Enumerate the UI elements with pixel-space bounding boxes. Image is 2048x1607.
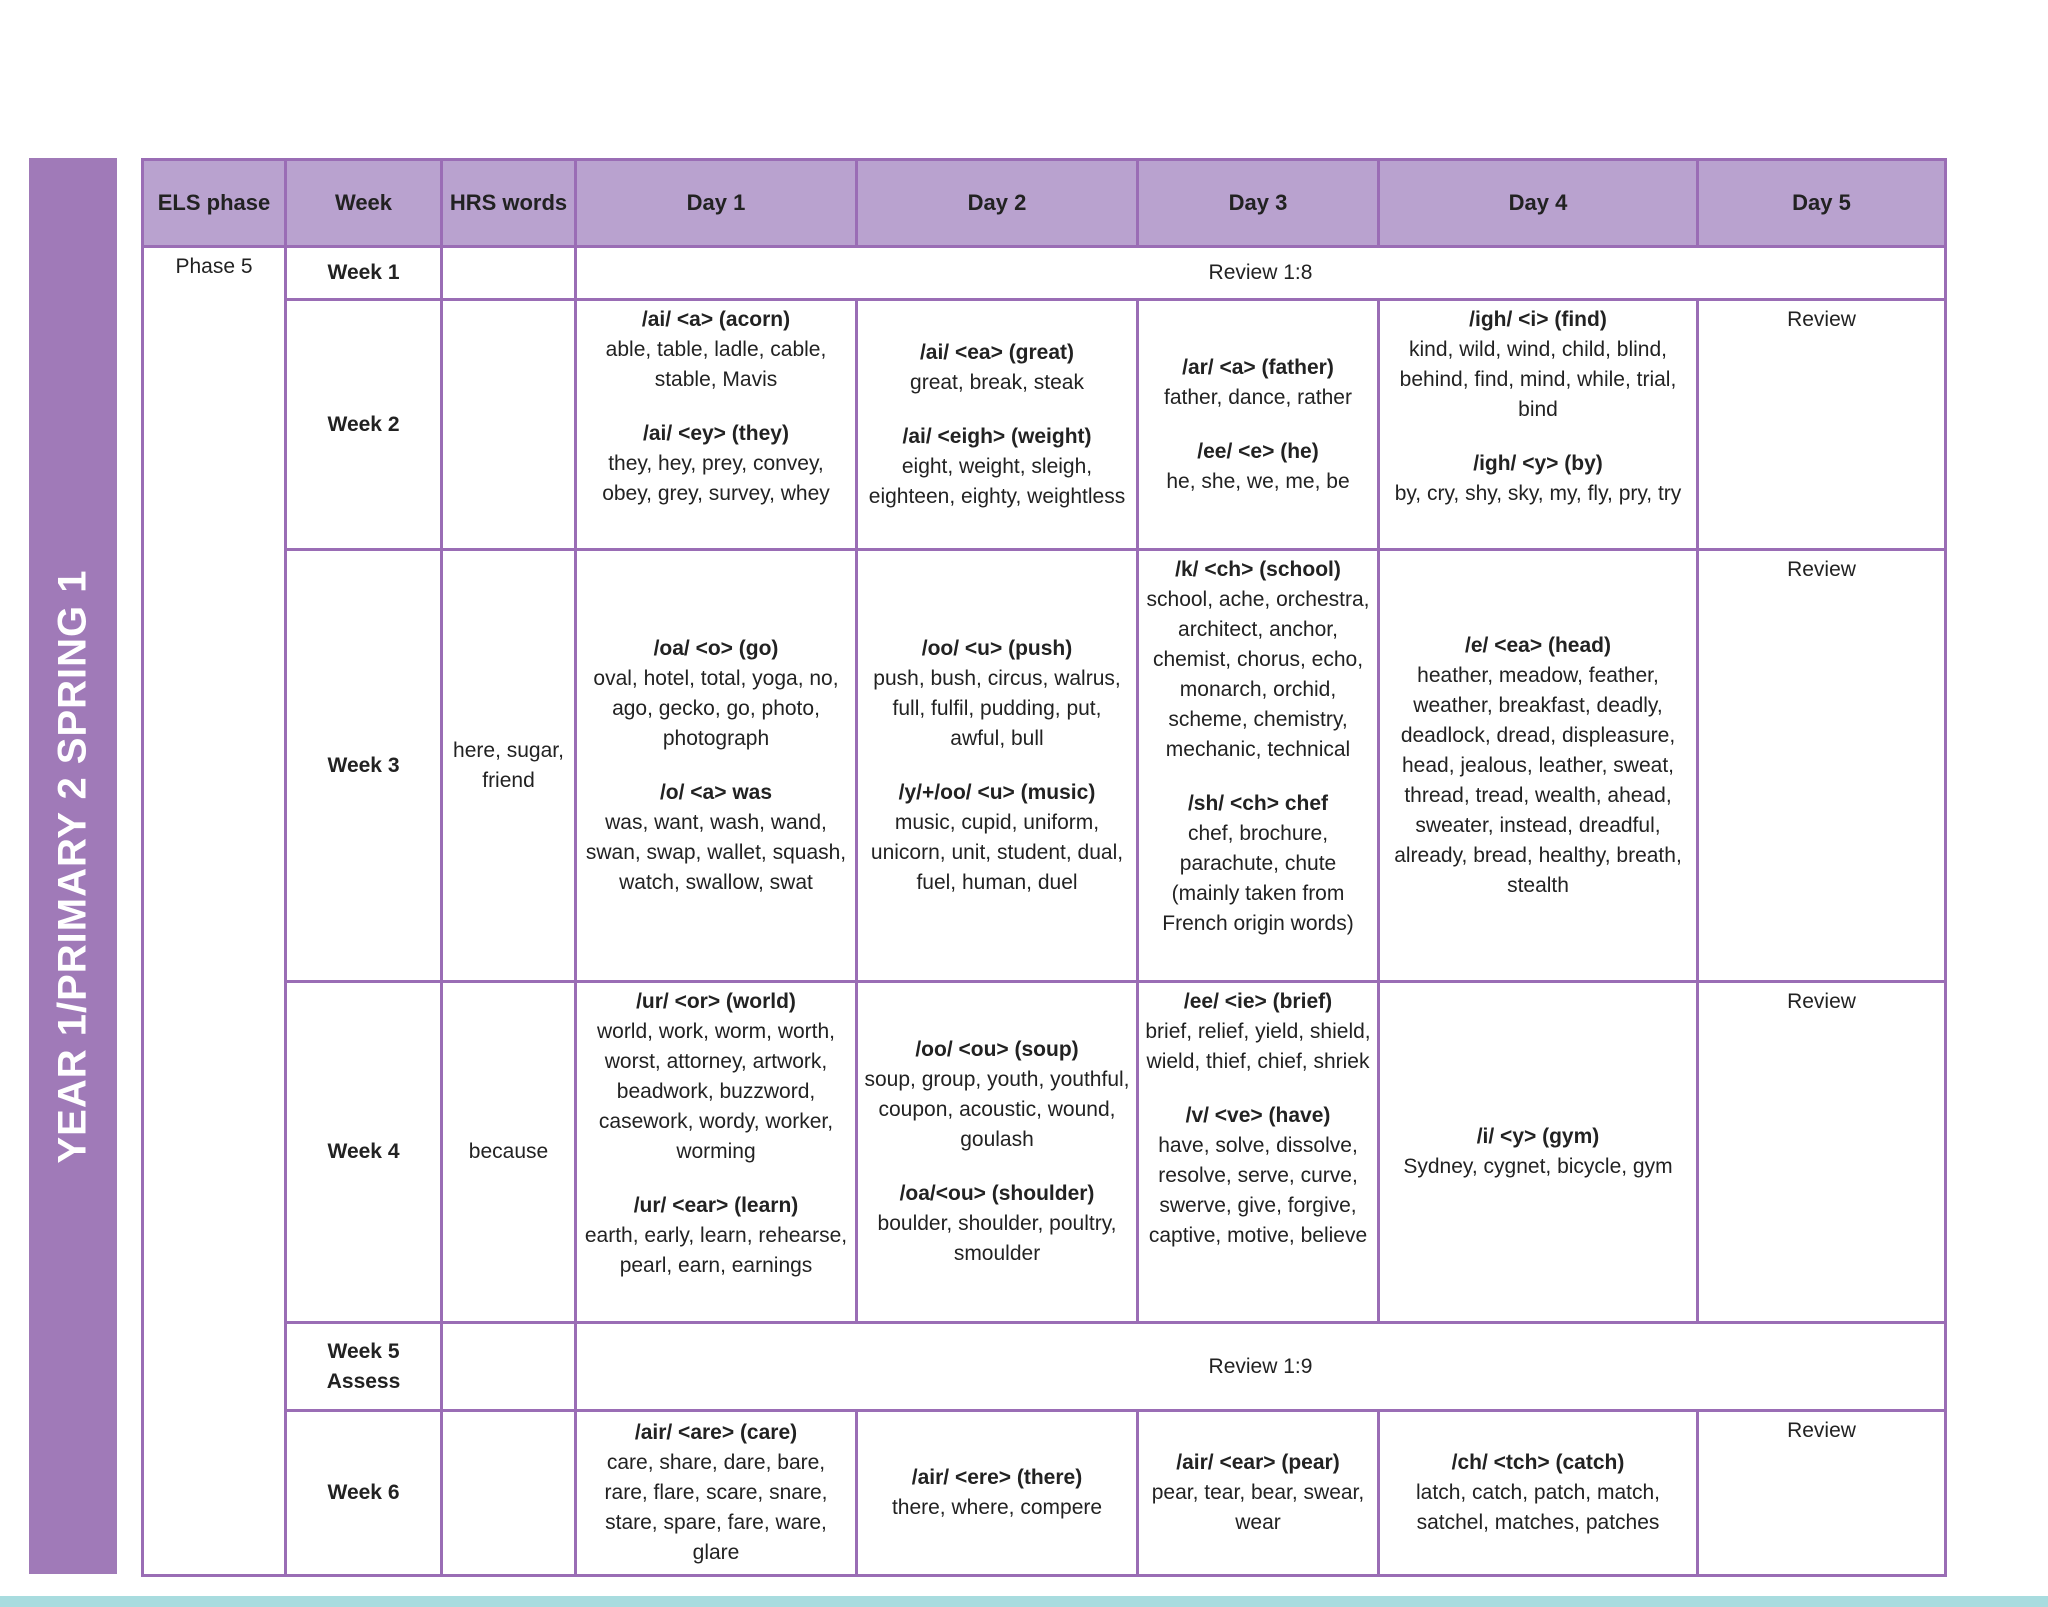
word-list: chef, brochure, parachute, chute (mainly taken from French origin words) <box>1162 822 1354 935</box>
day3-cell <box>1138 1411 1379 1576</box>
grapheme-heading: /y/+/oo/ <u> (music) <box>898 780 1096 804</box>
hrs-cell <box>442 1411 576 1576</box>
word-list: great, break, steak <box>910 370 1084 394</box>
week-label: Week 6 <box>286 1411 442 1576</box>
grapheme-heading: /ai/ <ey> (they) <box>643 422 789 445</box>
grapheme-heading: /oa/ <o> (go) <box>653 636 779 660</box>
grapheme-heading: /k/ <ch> (school) <box>1175 558 1341 581</box>
grapheme-heading: /ai/ <ea> (great) <box>919 340 1075 364</box>
word-list: able, table, ladle, cable, stable, Mavis <box>605 338 827 391</box>
col-header-day-4: Day 4 <box>1379 160 1698 247</box>
grapheme-heading: /oa/<ou> (shoulder) <box>899 1182 1095 1205</box>
day4-cell <box>1379 300 1698 550</box>
day1-cell <box>576 300 857 550</box>
grapheme-heading: /ur/ <ear> (learn) <box>633 1194 799 1217</box>
review-span-cell: Review 1:8 <box>576 247 1946 300</box>
review-span-cell: Review 1:9 <box>576 1323 1946 1411</box>
table-row <box>143 550 1946 982</box>
hrs-cell <box>442 247 576 300</box>
col-header-day-2: Day 2 <box>857 160 1138 247</box>
review-label: Review <box>1787 1419 1856 1442</box>
hrs-cell: because <box>442 982 576 1323</box>
week-label: Week 5 Assess <box>286 1323 442 1411</box>
review-label: Review <box>1787 308 1856 331</box>
word-list: was, want, wash, wand, swan, swap, wallet, squash, watch, swallow, swat <box>585 810 847 894</box>
grapheme-heading: /ee/ <e> (he) <box>1197 439 1319 463</box>
phonics-plan-table <box>141 158 1947 1577</box>
day1-cell <box>576 982 857 1323</box>
table-row <box>143 1323 1946 1411</box>
word-list: Sydney, cygnet, bicycle, gym <box>1403 1155 1673 1178</box>
grapheme-heading: /air/ <ear> (pear) <box>1176 1451 1340 1474</box>
review-label: Review <box>1787 990 1856 1013</box>
day4-cell <box>1379 982 1698 1323</box>
day2-cell <box>857 982 1138 1323</box>
grapheme-heading: /oo/ <u> (push) <box>921 636 1073 660</box>
day5-cell <box>1698 300 1946 550</box>
day2-cell <box>857 550 1138 982</box>
col-header-els-phase: ELS phase <box>143 160 286 247</box>
day1-cell <box>576 550 857 982</box>
grapheme-heading: /ai/ <eigh> (weight) <box>902 424 1092 448</box>
word-list: he, she, we, me, be <box>1166 469 1350 493</box>
word-list: father, dance, rather <box>1164 385 1352 409</box>
word-list: school, ache, orchestra, architect, anchor, chemist, chorus, echo, monarch, orchid, scheme, chemistry, mechanic, technical <box>1146 588 1370 761</box>
word-list: care, share, dare, bare, rare, flare, scare, snare, stare, spare, fare, ware, glare <box>604 1451 828 1564</box>
side-title: YEAR 1/PRIMARY 2 SPRING 1 <box>50 568 95 1164</box>
word-list: by, cry, shy, sky, my, fly, pry, try <box>1394 482 1682 505</box>
col-header-week: Week <box>286 160 442 247</box>
day5-cell <box>1698 982 1946 1323</box>
grapheme-heading: /ar/ <a> (father) <box>1182 355 1334 379</box>
week-label: Week 3 <box>286 550 442 982</box>
word-list: pear, tear, bear, swear, wear <box>1151 1481 1365 1534</box>
col-header-day-3: Day 3 <box>1138 160 1379 247</box>
word-list: have, solve, dissolve, resolve, serve, curve, swerve, give, forgive, captive, motive, believe <box>1148 1134 1368 1247</box>
word-list: boulder, shoulder, poultry, smoulder <box>877 1212 1117 1265</box>
grapheme-heading: /sh/ <ch> chef <box>1187 792 1329 815</box>
word-list: there, where, compere <box>891 1496 1103 1519</box>
day2-cell <box>857 300 1138 550</box>
word-list: soup, group, youth, youthful, coupon, acoustic, wound, goulash <box>864 1068 1130 1151</box>
phase-cell: Phase 5 <box>143 247 286 1576</box>
week-label: Week 4 <box>286 982 442 1323</box>
grapheme-heading: /e/ <ea> (head) <box>1465 633 1611 657</box>
grapheme-heading: /ur/ <or> (world) <box>636 990 796 1013</box>
grapheme-heading: /igh/ <y> (by) <box>1473 452 1603 475</box>
grapheme-heading: /i/ <y> (gym) <box>1476 1125 1600 1148</box>
hrs-cell <box>442 300 576 550</box>
grapheme-heading: /o/ <a> was <box>659 780 773 804</box>
grapheme-heading: /oo/ <ou> (soup) <box>915 1038 1079 1061</box>
col-header-day-5: Day 5 <box>1698 160 1946 247</box>
hrs-cell: here, sugar, friend <box>442 550 576 982</box>
review-label: Review <box>1787 558 1856 581</box>
word-list: oval, hotel, total, yoga, no, ago, gecko, go, photo, photograph <box>593 666 839 750</box>
day3-cell <box>1138 982 1379 1323</box>
word-list: latch, catch, patch, match, satchel, matches, patches <box>1416 1481 1660 1534</box>
word-list: world, work, worm, worth, worst, attorney, artwork, beadwork, buzzword, casework, wordy, worker, worming <box>596 1020 836 1163</box>
grapheme-heading: /ee/ <ie> (brief) <box>1183 990 1333 1013</box>
grapheme-heading: /ai/ <a> (acorn) <box>641 308 791 331</box>
word-list: push, bush, circus, walrus, full, fulfil, pudding, put, awful, bull <box>873 666 1121 750</box>
word-list: earth, early, learn, rehearse, pearl, earn, earnings <box>584 1224 848 1277</box>
grapheme-heading: /air/ <ere> (there) <box>911 1466 1083 1489</box>
table-row <box>143 247 1946 300</box>
day3-cell <box>1138 300 1379 550</box>
grapheme-heading: /air/ <are> (care) <box>634 1421 798 1444</box>
table-row <box>143 1411 1946 1576</box>
word-list: kind, wild, wind, child, blind, behind, find, mind, while, trial, bind <box>1399 338 1677 421</box>
day5-cell <box>1698 550 1946 982</box>
word-list: music, cupid, uniform, unicorn, unit, student, dual, fuel, human, duel <box>870 810 1124 894</box>
day4-cell <box>1379 1411 1698 1576</box>
col-header-day-1: Day 1 <box>576 160 857 247</box>
week-label: Week 1 <box>286 247 442 300</box>
hrs-cell <box>442 1323 576 1411</box>
day2-cell <box>857 1411 1138 1576</box>
header-row <box>143 160 1946 247</box>
grapheme-heading: /ch/ <tch> (catch) <box>1451 1451 1625 1474</box>
day1-cell <box>576 1411 857 1576</box>
word-list: heather, meadow, feather, weather, breakfast, deadly, deadlock, dread, displeasure, head, jealous, leather, sweat, thread, tread, wealth, ahead, sweater, instead, dreadful, already, bread, healthy, breath, stealth <box>1394 663 1682 897</box>
day5-cell <box>1698 1411 1946 1576</box>
week-label: Week 2 <box>286 300 442 550</box>
day4-cell <box>1379 550 1698 982</box>
table-row <box>143 300 1946 550</box>
bottom-strip <box>0 1596 2048 1607</box>
col-header-hrs-words: HRS words <box>442 160 576 247</box>
grapheme-heading: /igh/ <i> (find) <box>1469 308 1607 331</box>
word-list: eight, weight, sleigh, eighteen, eighty, weightless <box>868 454 1126 508</box>
word-list: brief, relief, yield, shield, wield, thief, chief, shriek <box>1145 1020 1371 1073</box>
table-row <box>143 982 1946 1323</box>
day3-cell <box>1138 550 1379 982</box>
grapheme-heading: /v/ <ve> (have) <box>1185 1104 1331 1127</box>
word-list: they, hey, prey, convey, obey, grey, survey, whey <box>602 452 830 505</box>
side-band <box>29 158 117 1574</box>
